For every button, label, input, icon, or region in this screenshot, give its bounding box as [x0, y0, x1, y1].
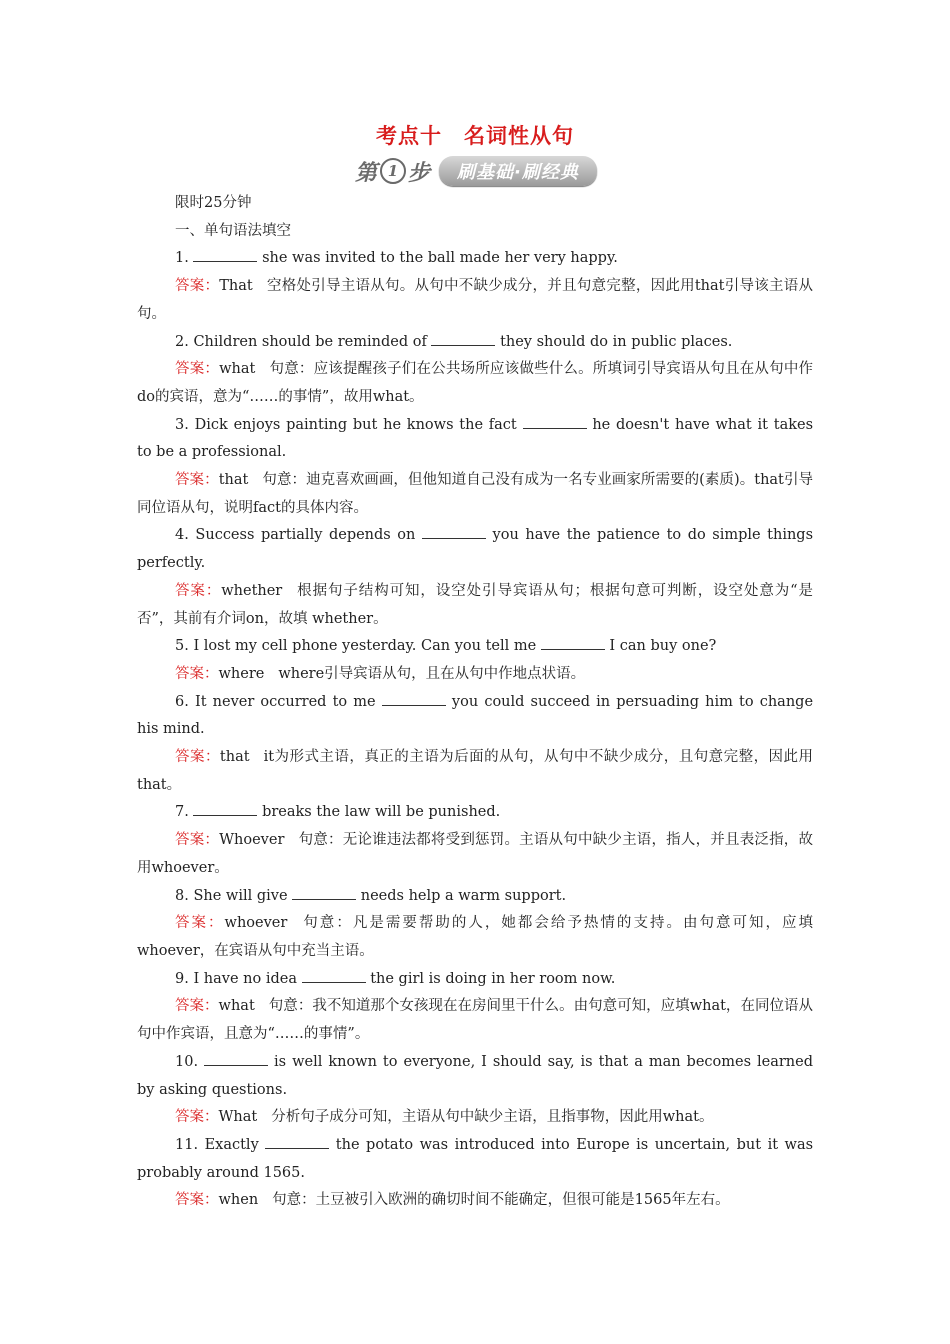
question-text-after: I can buy one? [609, 638, 717, 655]
question-number: 7. [175, 804, 189, 821]
answer-blank [541, 635, 605, 650]
question-text-before: It never occurred to me [194, 693, 376, 710]
answer-blank [292, 885, 356, 900]
answer-blank [193, 247, 257, 262]
answer-label: 答案： [175, 361, 220, 378]
question-number: 8. [175, 887, 189, 904]
answer-line [137, 744, 813, 799]
question-number: 6. [175, 693, 189, 710]
question-line [137, 522, 813, 577]
question-text-after: they should do in public places. [500, 333, 733, 350]
answer-line [137, 1187, 813, 1215]
answer-explanation: 句意：土豆被引入欧洲的确切时间不能确定，但很可能是1565年左右。 [272, 1192, 730, 1209]
answer-explanation: where引导宾语从句，且在从句中作地点状语。 [278, 665, 586, 682]
question-text-after: breaks the law will be punished. [262, 804, 501, 821]
answer-label: 答案： [175, 1109, 219, 1126]
exercise-content [137, 190, 813, 1215]
question-line [137, 1132, 813, 1187]
step-banner [355, 156, 597, 186]
question-text-before: Success partially depends on [195, 527, 416, 544]
answer-blank [302, 968, 366, 983]
question-number: 1. [175, 250, 189, 267]
answer-explanation: 句意：应该提醒孩子们在公共场所应该做些什么。所填词引导宾语从句且在从句中作do的宾语，意为“……的事情”，故用what。 [137, 361, 814, 405]
question-number: 5. [175, 638, 189, 655]
question-text-after: the potato was introduced into Europe is uncertain, but it was probably around 1565. [137, 1136, 814, 1181]
answer-label: 答案： [175, 582, 222, 599]
answer-line [137, 910, 813, 965]
answer-explanation: it为形式主语，真正的主语为后面的从句，从句中不缺少成分，且句意完整，因此用that。 [137, 749, 813, 793]
answer-line [137, 661, 813, 689]
answer-explanation: 空格处引导主语从句。从句中不缺少成分，并且句意完整，因此用that引导该主语从句。 [137, 278, 813, 322]
question-line [137, 1049, 813, 1104]
question-line [137, 689, 813, 744]
answer-word: that [219, 749, 250, 766]
answer-label: 答案： [175, 749, 220, 766]
question-line [137, 966, 813, 994]
answer-line [137, 578, 813, 633]
answer-blank [265, 1134, 329, 1149]
step-number-badge: 1 [380, 158, 406, 184]
question-text-after: the girl is doing in her room now. [370, 970, 616, 987]
question-text-after: he doesn't have what it takes to be a professional. [137, 416, 814, 461]
question-text-before: I have no idea [193, 970, 297, 987]
answer-word: whether [221, 582, 283, 599]
answer-word: that [218, 472, 249, 489]
question-number: 4. [175, 527, 189, 544]
answer-word: when [218, 1192, 259, 1209]
question-text-before: Children should be reminded of [193, 333, 427, 350]
answer-explanation: 句意：我不知道那个女孩现在在房间里干什么。由句意可知，应填what，在同位语从句中作宾语，且意为“……的事情”。 [137, 998, 814, 1043]
answer-explanation: 句意：迪克喜欢画画，但他知道自己没有成为一名专业画家所需要的(素质)。that引导同位语从句，说明fact的具体内容。 [137, 472, 814, 516]
step-pill-label: 刷基础·刷经典 [439, 156, 597, 186]
answer-word: whoever [224, 915, 288, 932]
question-line [137, 633, 813, 661]
answer-word: Whoever [219, 832, 285, 849]
step-prefix: 第 [355, 160, 379, 186]
answer-line [137, 827, 813, 882]
answer-blank [523, 414, 587, 429]
answer-line [137, 467, 813, 522]
answer-explanation: 根据句子结构可知，设空处引导宾语从句；根据句意可判断，设空处意为“是否”，其前有介词on，故填 whether。 [137, 582, 814, 627]
question-number: 2. [175, 333, 189, 350]
answer-explanation: 句意：无论谁违法都将受到惩罚。主语从句中缺少主语，指人，并且表泛指，故用whoever。 [137, 832, 814, 876]
answer-label: 答案： [175, 998, 219, 1015]
answer-explanation: 分析句子成分可知，主语从句中缺少主语，且指事物，因此用what。 [271, 1109, 714, 1126]
section-heading: 一、单句语法填空 [175, 222, 291, 239]
answer-word: where [218, 665, 265, 682]
answer-label: 答案： [175, 832, 220, 849]
time-limit: 限时25分钟 [175, 195, 252, 211]
answer-word: what [219, 361, 256, 378]
question-number: 10. [175, 1053, 199, 1070]
question-line [137, 883, 813, 911]
answer-blank [382, 691, 446, 706]
question-text-after: is well known to everyone, I should say, is that a man becomes learned by asking questions. [137, 1053, 814, 1098]
answer-word: what [218, 998, 255, 1015]
answer-blank [431, 331, 495, 346]
question-text-after: needs help a warm support. [360, 887, 567, 904]
answer-line [137, 1104, 813, 1132]
step-suffix: 步 [408, 160, 432, 186]
answer-explanation: 句意：凡是需要帮助的人，她都会给予热情的支持。由句意可知，应填whoever，在宾语从句中充当主语。 [137, 915, 814, 959]
answer-label: 答案： [175, 278, 220, 295]
question-text-before: Dick enjoys painting but he knows the fact [194, 416, 517, 433]
question-text-before: She will give [193, 887, 288, 904]
question-list [137, 245, 813, 1215]
question-line [137, 412, 813, 467]
question-text-after: she was invited to the ball made her very happy. [262, 250, 618, 267]
answer-word: That [219, 278, 253, 295]
question-text-before: I lost my cell phone yesterday. Can you tell me [193, 638, 537, 655]
answer-line [137, 993, 813, 1048]
answer-label: 答案： [175, 472, 219, 489]
question-text-before: Exactly [204, 1136, 259, 1153]
question-number: 11. [175, 1136, 199, 1153]
question-number: 3. [175, 416, 189, 433]
answer-blank [204, 1051, 268, 1066]
question-line [137, 245, 813, 273]
question-text-after: you could succeed in persuading him to change his mind. [137, 693, 814, 738]
answer-label: 答案： [175, 1192, 219, 1209]
answer-blank [193, 801, 257, 816]
question-line [137, 329, 813, 357]
question-number: 9. [175, 970, 189, 987]
answer-blank [422, 524, 486, 539]
answer-word: What [218, 1109, 258, 1126]
page-title: 考点十 名词性从句 [376, 124, 574, 148]
question-line [137, 799, 813, 827]
answer-line [137, 356, 813, 411]
answer-line [137, 273, 813, 328]
answer-label: 答案： [175, 915, 225, 932]
answer-label: 答案： [175, 665, 219, 682]
question-text-after: you have the patience to do simple things perfectly. [137, 527, 814, 572]
